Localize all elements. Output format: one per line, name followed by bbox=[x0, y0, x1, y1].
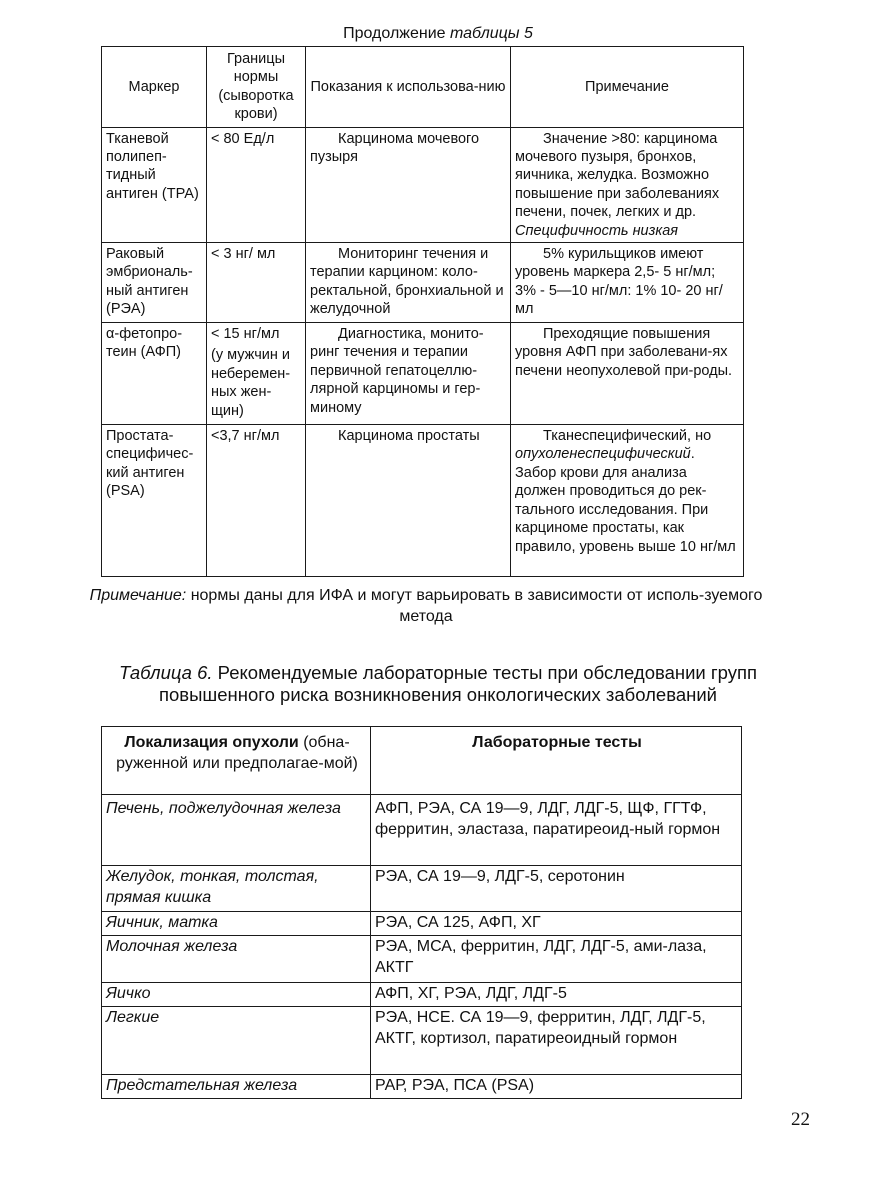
site-cell: Печень, поджелудочная железа bbox=[102, 795, 371, 866]
tests-cell: РЭА, СА 19—9, ЛДГ-5, серотонин bbox=[371, 866, 742, 912]
table-row bbox=[102, 425, 744, 577]
table6-caption bbox=[60, 662, 816, 706]
site-cell: Молочная железа bbox=[102, 936, 371, 983]
note-cell bbox=[511, 425, 744, 577]
note-cell: 5% курильщиков имеют уровень маркера 2,5- 5 нг/мл; 3% - 5—10 нг/мл: 1% 10- 20 нг/мл bbox=[511, 243, 744, 323]
norm-cell bbox=[207, 323, 306, 425]
table-row bbox=[102, 866, 742, 912]
table-row bbox=[102, 795, 742, 866]
table6-caption-text: Рекомендуемые лабораторные тесты при обследовании групп повышенного риска возникновения онкологических заболеваний bbox=[159, 662, 758, 705]
table6-header-site bbox=[102, 727, 371, 795]
table-row bbox=[102, 912, 742, 936]
table-row bbox=[102, 936, 742, 983]
table5-header-row bbox=[102, 47, 744, 128]
tests-cell: АФП, ХГ, РЭА, ЛДГ, ЛДГ-5 bbox=[371, 983, 742, 1007]
indication-cell: Карцинома простаты bbox=[306, 425, 511, 577]
indication-cell: Диагностика, монито-ринг течения и терапии первичной гепатоцеллю-лярной карциномы и гер-миному bbox=[306, 323, 511, 425]
table-row bbox=[102, 243, 744, 323]
site-cell: Предстательная железа bbox=[102, 1075, 371, 1099]
table-row bbox=[102, 127, 744, 242]
norm-cell: <3,7 нг/мл bbox=[207, 425, 306, 577]
table5-continuation-title bbox=[0, 25, 876, 43]
table5 bbox=[101, 46, 744, 577]
note-cell bbox=[511, 127, 744, 242]
continuation-italic: таблицы 5 bbox=[450, 25, 533, 42]
marker-cell: α-фетопро-теин (АФП) bbox=[102, 323, 207, 425]
table6-header-row bbox=[102, 727, 742, 795]
table5-header-norm: Границы нормы (сыворотка крови) bbox=[207, 47, 306, 128]
table-row bbox=[102, 1007, 742, 1075]
table5-footnote bbox=[66, 585, 786, 627]
norm-cell: < 3 нг/ мл bbox=[207, 243, 306, 323]
note-italic: опухоленеспецифический bbox=[515, 446, 691, 463]
header-site-bold: Локализация опухоли bbox=[124, 734, 299, 751]
marker-cell: Простата-специфичес-кий антиген (PSA) bbox=[102, 425, 207, 577]
table6-caption-label: Таблица 6. bbox=[118, 662, 213, 683]
table5-header-note: Примечание bbox=[511, 47, 744, 128]
marker-cell: Раковый эмбриональ-ный антиген (РЭА) bbox=[102, 243, 207, 323]
header-site-rest: (обна-руженной или предполагае-мой) bbox=[116, 734, 358, 772]
tests-cell: РЭА, СА 125, АФП, ХГ bbox=[371, 912, 742, 936]
indication-cell: Мониторинг течения и терапии карцином: коло-ректальной, бронхиальной и желудочной bbox=[306, 243, 511, 323]
note-text: Значение >80: карцинома мочевого пузыря, бронхов, яичника, желудка. Возможно повышение при заболеваниях печени, почек, легких и др. bbox=[515, 130, 720, 221]
tests-cell: АФП, РЭА, СА 19—9, ЛДГ, ЛДГ-5, ЩФ, ГГТФ, ферритин, эластаза, паратиреоид-ный гормон bbox=[371, 795, 742, 866]
tests-cell: РАР, РЭА, ПСА (PSA) bbox=[371, 1075, 742, 1099]
table6-header-tests: Лабораторные тесты bbox=[371, 727, 742, 795]
table-row bbox=[102, 983, 742, 1007]
site-cell: Яичко bbox=[102, 983, 371, 1007]
marker-cell: Тканевой полипеп-тидный антиген (ТРА) bbox=[102, 127, 207, 242]
table5-header-indication: Показания к использова-нию bbox=[306, 47, 511, 128]
page-number: 22 bbox=[791, 1109, 810, 1130]
note-after: . Забор крови для анализа должен проводиться до рек-тального исследования. При карциноме простаты, как правило, уровень выше 10 нг/мл bbox=[515, 446, 736, 555]
site-cell: Желудок, тонкая, толстая, прямая кишка bbox=[102, 866, 371, 912]
indication-cell: Карцинома мочевого пузыря bbox=[306, 127, 511, 242]
table-row bbox=[102, 323, 744, 425]
site-cell: Легкие bbox=[102, 1007, 371, 1075]
norm-subnote: (у мужчин и неберемен-ных жен-щин) bbox=[211, 347, 291, 419]
tests-cell: РЭА, НСЕ. СА 19—9, ферритин, ЛДГ, ЛДГ-5, АКТГ, кортизол, паратиреоидный гормон bbox=[371, 1007, 742, 1075]
norm-cell: < 80 Ед/л bbox=[207, 127, 306, 242]
note-cell: Преходящие повышения уровня АФП при заболевани-ях печени неопухолевой при-роды. bbox=[511, 323, 744, 425]
norm-value: < 15 нг/мл bbox=[211, 326, 280, 343]
table-row bbox=[102, 1075, 742, 1099]
tests-cell: РЭА, МСА, ферритин, ЛДГ, ЛДГ-5, ами-лаза, АКТГ bbox=[371, 936, 742, 983]
note-text: Тканеспецифический, но bbox=[543, 428, 712, 445]
site-cell: Яичник, матка bbox=[102, 912, 371, 936]
continuation-prefix: Продолжение bbox=[343, 25, 450, 42]
footnote-label: Примечание: bbox=[89, 587, 187, 604]
table5-header-marker: Маркер bbox=[102, 47, 207, 128]
footnote-text: нормы даны для ИФА и могут варьировать в зависимости от исполь-зуемого метода bbox=[186, 587, 763, 625]
note-italic: Специфичность низкая bbox=[515, 222, 679, 239]
table6 bbox=[101, 726, 742, 1099]
